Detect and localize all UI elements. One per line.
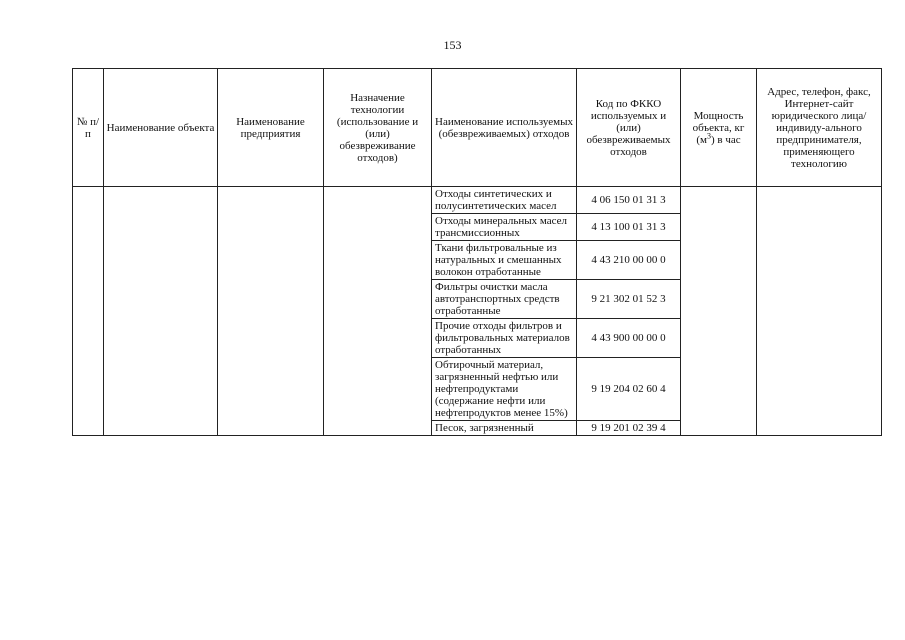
cell-enterprise-name	[218, 187, 324, 436]
waste-name-cell: Отходы минеральных масел трансмиссионных	[432, 214, 577, 241]
header-num: № п/п	[73, 69, 104, 187]
waste-name-cell: Отходы синтетических и полусинтетических масел	[432, 187, 577, 214]
waste-name-cell: Фильтры очистки масла автотранспортных средств отработанные	[432, 280, 577, 319]
header-address: Адрес, телефон, факс, Интернет-сайт юридического лица/индивиду-ального предпринимателя, применяющего технологию	[757, 69, 882, 187]
fkko-code-cell: 9 19 201 02 39 4	[577, 421, 681, 436]
waste-name-cell: Ткани фильтровальные из натуральных и смешанных волокон отработанные	[432, 241, 577, 280]
page-number: 153	[443, 38, 462, 52]
waste-name-cell: Обтирочный материал, загрязненный нефтью или нефтепродуктами (содержание нефти или нефтепродуктов менее 15%)	[432, 358, 577, 421]
header-fkko-code: Код по ФККО используемых и (или) обезвреживаемых отходов	[577, 69, 681, 187]
header-technology-purpose: Назначение технологии (использование и (или) обезвреживание отходов)	[324, 69, 432, 187]
cell-capacity	[681, 187, 757, 436]
header-capacity-sup: 3	[706, 130, 711, 140]
cell-object-name	[104, 187, 218, 436]
fkko-code-cell: 4 06 150 01 31 3	[577, 187, 681, 214]
fkko-code-cell: 4 43 210 00 00 0	[577, 241, 681, 280]
table-row	[73, 187, 882, 214]
waste-name-cell: Прочие отходы фильтров и фильтровальных материалов отработанных	[432, 319, 577, 358]
header-row	[73, 69, 882, 187]
cell-address	[757, 187, 882, 436]
cell-technology-purpose	[324, 187, 432, 436]
waste-technology-table	[72, 68, 882, 436]
header-capacity-tail: ) в час	[710, 133, 741, 146]
cell-num	[73, 187, 104, 436]
waste-name-cell: Песок, загрязненный	[432, 421, 577, 436]
fkko-code-cell: 4 43 900 00 00 0	[577, 319, 681, 358]
fkko-code-cell: 4 13 100 01 31 3	[577, 214, 681, 241]
header-capacity	[681, 69, 757, 187]
header-capacity-main: Мощность объекта, кг (м	[692, 109, 745, 146]
header-enterprise-name: Наименование предприятия	[218, 69, 324, 187]
fkko-code-cell: 9 21 302 01 52 3	[577, 280, 681, 319]
header-waste-names: Наименование используемых (обезвреживаемых) отходов	[432, 69, 577, 187]
fkko-code-cell: 9 19 204 02 60 4	[577, 358, 681, 421]
header-object-name: Наименование объекта	[104, 69, 218, 187]
